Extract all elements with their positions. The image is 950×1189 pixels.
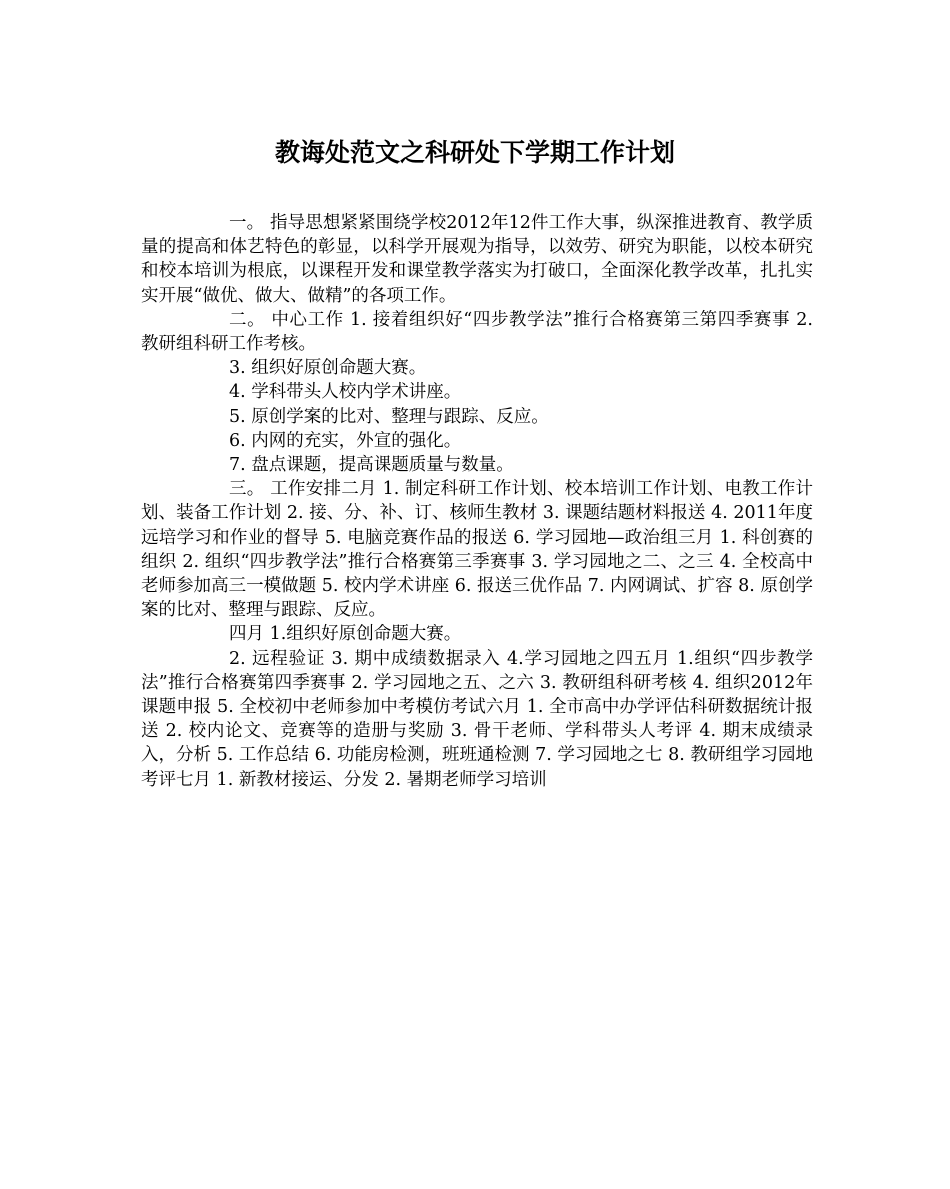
paragraph-april: 四月 1.组织好原创命题大赛。 xyxy=(229,624,462,645)
paragraph-guiding-ideology: 一。 指导思想紧紧围绕学校2012年12件工作大事，纵深推进教育、教学质量的提高和体艺特色的彰显，以科学开展观为指导，以效劳、研究为职能，以校本研究和校本培训为根底，以课程开发和课堂教学落实为打破口，全面深化教学改革，扎扎实实开展“做优、做大、做精”的各项工作。 xyxy=(141,213,813,306)
paragraph-central-work: 二。 中心工作 1. 接着组织好“四步教学法”推行合格赛第三第四季赛事 2. 教研组科研工作考核。 xyxy=(141,309,813,355)
document-title: 教诲处范文之科研处下学期工作计划 xyxy=(274,138,675,167)
paragraph-item-5: 5. 原创学案的比对、整理与跟踪、反应。 xyxy=(229,406,549,427)
paragraph-item-3: 3. 组织好原创命题大赛。 xyxy=(229,358,427,379)
paragraph-item-4: 4. 学科带头人校内学术讲座。 xyxy=(229,382,462,403)
paragraph-april-to-july: 2. 远程验证 3. 期中成绩数据录入 4.学习园地之四五月 1.组织“四步教学法”推行合格赛第四季赛事 2. 学习园地之五、之六 3. 教研组科研考核 4. 组织2012年课题申报 5. 全校初中老师参加中考模仿考试六月 1. 全市高中办学评估科研数据统计报送 2. 校内论文、竞赛等的造册与奖励 3. 骨干老师、学科带头人考评 4. 期末成绩录入，分析 5. 工作总结 6. 功能房检测，班班通检测 7. 学习园地之七 8. 教研组学习园地考评七月 1. 新教材接运、分发 2. 暑期老师学习培训 xyxy=(141,648,813,790)
paragraph-item-7: 7. 盘点课题，提高课题质量与数量。 xyxy=(229,455,514,476)
document-body xyxy=(141,211,813,792)
paragraph-work-schedule: 三。 工作安排二月 1. 制定科研工作计划、校本培训工作计划、电教工作计划、装备工作计划 2. 接、分、补、订、核师生教材 3. 课题结题材料报送 4. 2011年度远培学习和作业的督导 5. 电脑竞赛作品的报送 6. 学习园地—政治组三月 1. 科创赛的组织 2. 组织“四步教学法”推行合格赛第三季赛事 3. 学习园地之二、之三 4. 全校高中老师参加高三一模做题 5. 校内学术讲座 6. 报送三优作品 7. 内网调试、扩容 8. 原创学案的比对、整理与跟踪、反应。 xyxy=(141,479,813,621)
paragraph-item-6: 6. 内网的充实，外宣的强化。 xyxy=(229,430,462,451)
